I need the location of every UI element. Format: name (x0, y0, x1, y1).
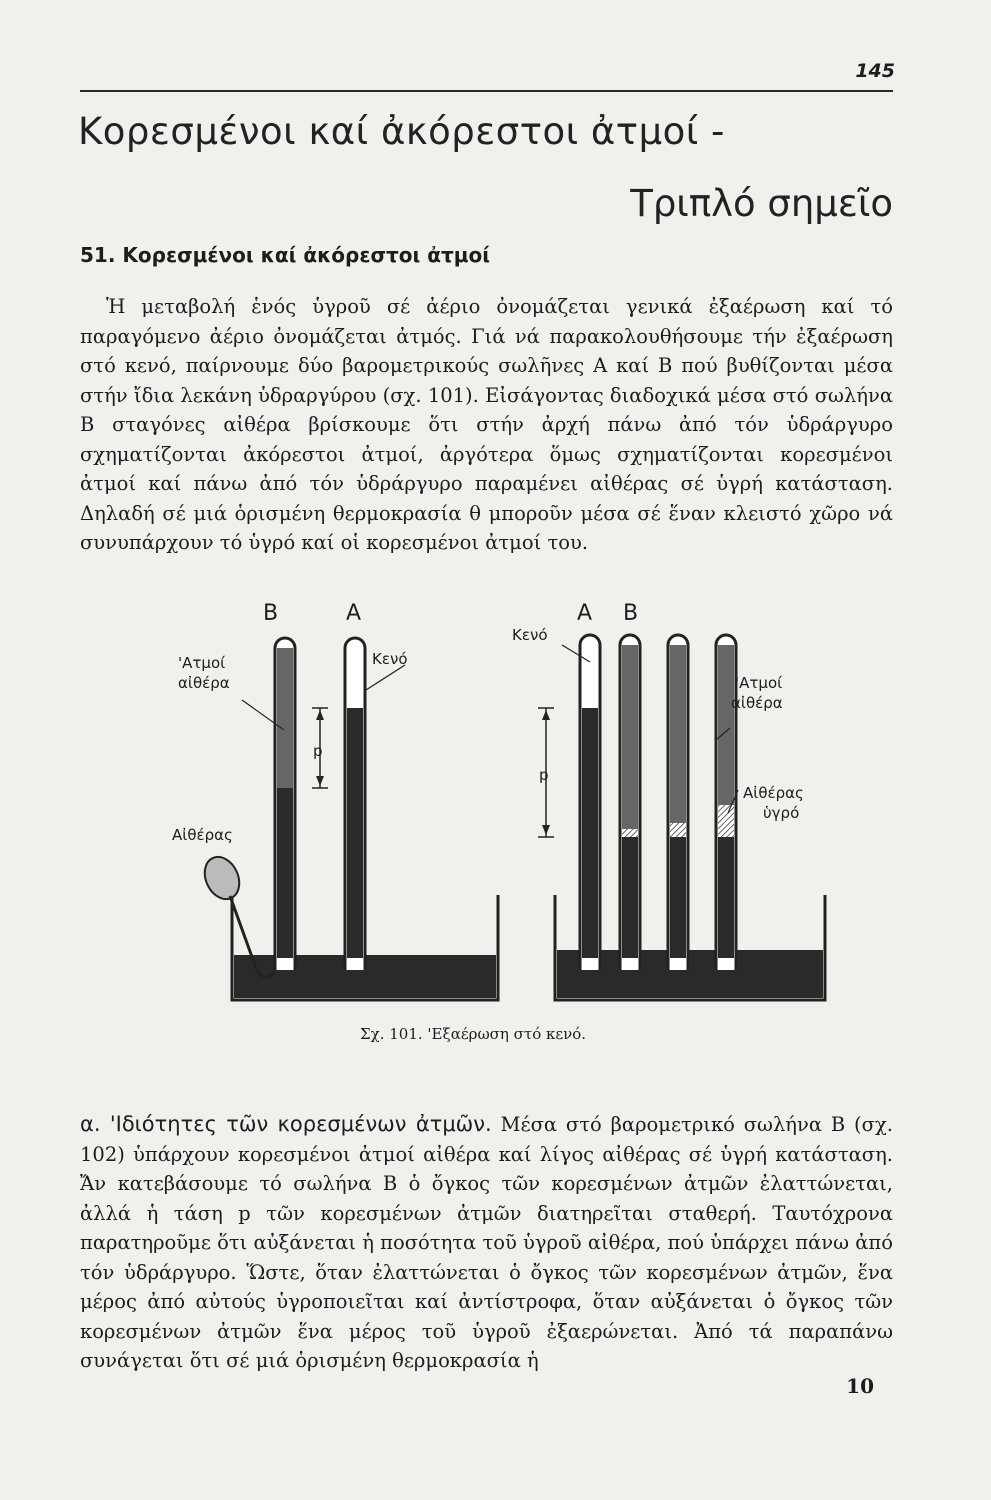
header-rule (80, 90, 893, 92)
left-ether-label: Αἰθέρας (172, 826, 233, 844)
left-tube-b-vapor (277, 648, 293, 788)
left-tube-b-mercury (277, 788, 293, 958)
figure-101 (160, 600, 860, 1020)
chapter-title-line2: Τριπλό σημεῖο (630, 182, 893, 225)
paragraph-properties-text: Μέσα στό βαρομετρικό σωλήνα Β (σχ. 102) ὑπάρχουν κορεσμένοι ἀτμοί αἰθέρα καί λίγος αἰθέρας σέ ὑγρή κατάσταση. Ἄν κατεβάσουμε τό σωλήνα Β ὁ ὄγκος τῶν κορεσμένων ἀτμῶν ἐλαττώνεται, ἀλλά ἡ τάση p τῶν κορεσμένων ἀτμῶν διατηρεῖται σταθερή. Ταυτόχρονα παρατηροῦμε ὅτι αὐξάνεται ἡ ποσότητα τοῦ ὑγροῦ αἰθέρα, πού ὑπάρχει πάνω ἀπό τόν ὑδράργυρο. Ὥστε, ὅταν ἐλαττώνεται ὁ ὄγκος τῶν κορεσμένων ἀτμῶν, ἕνα μέρος ἀπό αὐτούς ὑγροποιεῖται καί ἀντίστροφα, ὅταν αὐξάνεται ὁ ὄγκος τῶν κορεσμένων ἀτμῶν ἕνα μέρος τοῦ ὑγροῦ ἐξαερώνεται. Ἀπό τά παραπάνω συνάγεται ὅτι σέ μιά ὁρισμένη θερμοκρασία ἡ (80, 1113, 893, 1372)
signature-number: 10 (846, 1374, 874, 1398)
subsection-heading: α. 'Ιδιότητες τῶν κορεσμένων ἀτμῶν. (80, 1112, 492, 1136)
right-apparatus (512, 601, 825, 1000)
left-label-a: Α (346, 601, 362, 626)
right-label-b: Β (623, 601, 639, 626)
right-vapor-label-2: αἰθέρα (731, 694, 783, 712)
right-pressure-label: p (539, 766, 549, 784)
left-label-b: Β (263, 601, 279, 626)
left-apparatus (172, 601, 498, 1000)
section-heading: 51. Κορεσμένοι καί ἀκόρεστοι ἀτμοί (80, 243, 491, 267)
right-liquid-label-1: Αἰθέρας (743, 784, 804, 802)
paragraph-intro: Ἡ μεταβολή ἑνός ὑγροῦ σέ ἀέριο ὀνομάζεται γενικά ἐξαέρωση καί τό παραγόμενο ἀέριο ὀνομάζεται ἀτμός. Γιά νά παρακολουθήσουμε τήν ἐξαέρωση στό κενό, παίρνουμε δύο βαρομετρικούς σωλῆνες Α καί Β πού βυθίζονται μέσα στήν ἴδια λεκάνη ὑδραργύρου (σχ. 101). Εἰσάγοντας διαδοχικά μέσα στό σωλήνα Β σταγόνες αἰθέρα βρίσκουμε ὅτι στήν ἀρχή πάνω ἀπό τόν ὑδράργυρο σχηματίζονται ἀκόρεστοι ἀτμοί, ἀργότερα ὅμως σχηματίζονται κορεσμένοι ἀτμοί καί πάνω ἀπό τόν ὑδράργυρο παραμένει αἰθέρας σέ ὑγρή κατάσταση. Δηλαδή σέ μιά ὁρισμένη θερμοκρασία θ μποροῦν μέσα σέ ἕναν κλειστό χῶρο νά συνυπάρχουν τό ὑγρό καί οἱ κορεσμένοι ἀτμοί του. (80, 295, 893, 554)
left-vacuum-label: Κενό (372, 650, 408, 668)
left-tube-a-mercury (347, 708, 363, 958)
right-label-a: Α (577, 601, 593, 626)
paragraph-properties (80, 1110, 893, 1376)
right-liquid-label-2: ὑγρό (763, 804, 800, 822)
page-number: 145 (855, 60, 895, 82)
left-vapor-label-1: 'Ατμοί (178, 654, 226, 672)
right-tube-a-mercury (582, 708, 598, 958)
chapter-title-line1: Κορεσμένοι καί ἀκόρεστοι ἀτμοί - (78, 110, 725, 153)
left-pressure-label: p (313, 742, 323, 760)
left-vapor-label-2: αἰθέρα (178, 674, 230, 692)
right-vacuum-label: Κενό (512, 626, 548, 644)
figure-caption: Σχ. 101. 'Εξαέρωση στό κενό. (360, 1025, 587, 1043)
right-vapor-label-1: 'Ατμοί (735, 674, 783, 692)
